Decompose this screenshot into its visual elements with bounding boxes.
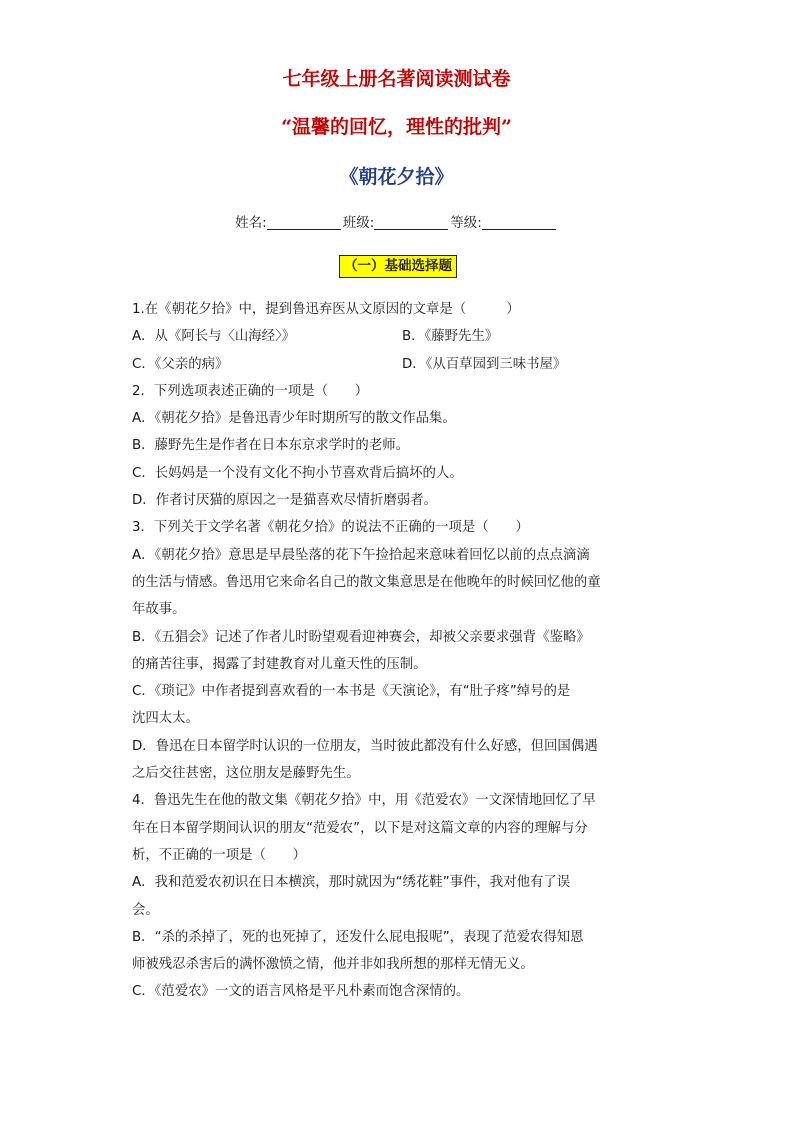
question-1-options-row-2 <box>132 351 672 378</box>
exam-subtitle: “温馨的回忆，理性的批判” <box>281 116 512 138</box>
class-blank[interactable] <box>374 215 448 230</box>
question-1-stem: 1.在《朝花夕拾》中，提到鲁迅弃医从文原因的文章是（ ） <box>132 302 520 317</box>
question-4-stem-line-3: 析，不正确的一项是（ ） <box>132 847 307 863</box>
exam-title: 七年级上册名著阅读测试卷 <box>282 68 511 90</box>
question-1-option-b: B．《藤野先生》 <box>402 329 499 345</box>
question-3-option-a-line-1: A．《朝花夕拾》意思是早晨坠落的花下午捡拾起来意味着回忆以前的点点滴滴 <box>132 547 590 563</box>
question-2-option-a: A．《朝花夕拾》是鲁迅青少年时期所写的散文作品集。 <box>132 411 456 427</box>
question-3-option-a-line-3: 年故事。 <box>132 602 186 618</box>
student-info-line <box>0 213 793 233</box>
book-title: 《朝花夕拾》 <box>339 166 454 188</box>
question-3-option-d-line-1: D．鲁迅在日本留学时认识的一位朋友，当时彼此都没有什么好感，但回国偶遇 <box>132 738 598 754</box>
question-3-option-d-line-2: 之后交往甚密，这位朋友是藤野先生。 <box>132 766 360 782</box>
question-2-option-c: C．长妈妈是一个没有文化不拘小节喜欢背后搞坏的人。 <box>132 465 463 481</box>
question-1-option-d: D．《从百草园到三味书屋》 <box>402 356 567 372</box>
question-3-option-c-line-1: C．《琐记》中作者提到喜欢看的一本书是《天演论》，有“肚子疼”绰号的是 <box>132 684 571 700</box>
question-2-stem: 2．下列选项表述正确的一项是（ ） <box>132 383 369 399</box>
section-heading: （一）基础选择题 <box>339 255 457 278</box>
question-4-stem-line-1: 4．鲁迅先生在他的散文集《朝花夕拾》中，用《范爱农》一文深情地回忆了早 <box>132 793 596 809</box>
question-3-option-c-line-2: 沈四太太。 <box>132 711 199 727</box>
grade-blank[interactable] <box>482 215 556 230</box>
question-2-option-d: D．作者讨厌猫的原因之一是猫喜欢尽情折磨弱者。 <box>132 493 437 509</box>
question-1-option-a: A．从《阿长与〈山海经〉》 <box>132 329 296 345</box>
question-3-option-b-line-1: B．《五猖会》记述了作者儿时盼望观看迎神赛会，却被父亲要求强背《鉴略》 <box>132 629 590 645</box>
question-3-option-a-line-2: 的生活与情感。鲁迅用它来命名自己的散文集意思是在他晚年的时候回忆他的童 <box>132 574 601 590</box>
question-4-option-a-line-2: 会。 <box>132 902 159 918</box>
question-4-option-a-line-1: A．我和范爱农初识在日本横滨，那时就因为“绣花鞋”事件，我对他有了误 <box>132 875 571 891</box>
name-blank[interactable] <box>267 215 341 230</box>
question-4-option-c-line-1: C．《范爱农》一文的语言风格是平凡朴素而饱含深情的。 <box>132 984 470 1000</box>
question-3-option-b-line-2: 的痛苦往事，揭露了封建教育对儿童天性的压制。 <box>132 656 427 672</box>
grade-label: 等级: <box>450 215 482 231</box>
question-1-option-c: C．《父亲的病》 <box>132 356 229 372</box>
question-4-option-b-line-1: B．“杀的杀掉了，死的也死掉了，还发什么屁电报呢”，表现了范爱农得知恩 <box>132 929 584 945</box>
question-4-stem-line-2: 年在日本留学期间认识的朋友“范爱农”，以下是对这篇文章的内容的理解与分 <box>132 820 588 836</box>
question-3-stem: 3．下列关于文学名著《朝花夕拾》的说法不正确的一项是（ ） <box>132 520 529 536</box>
question-4-option-b-line-2: 师被残忍杀害后的满怀激愤之情，他并非如我所想的那样无情无义。 <box>132 957 534 973</box>
name-label: 姓名: <box>235 215 267 231</box>
question-1-options-row-1 <box>132 323 672 350</box>
question-list <box>132 296 672 1006</box>
class-label: 班级: <box>342 215 375 231</box>
question-2-option-b: B．藤野先生是作者在日本东京求学时的老师。 <box>132 438 409 454</box>
